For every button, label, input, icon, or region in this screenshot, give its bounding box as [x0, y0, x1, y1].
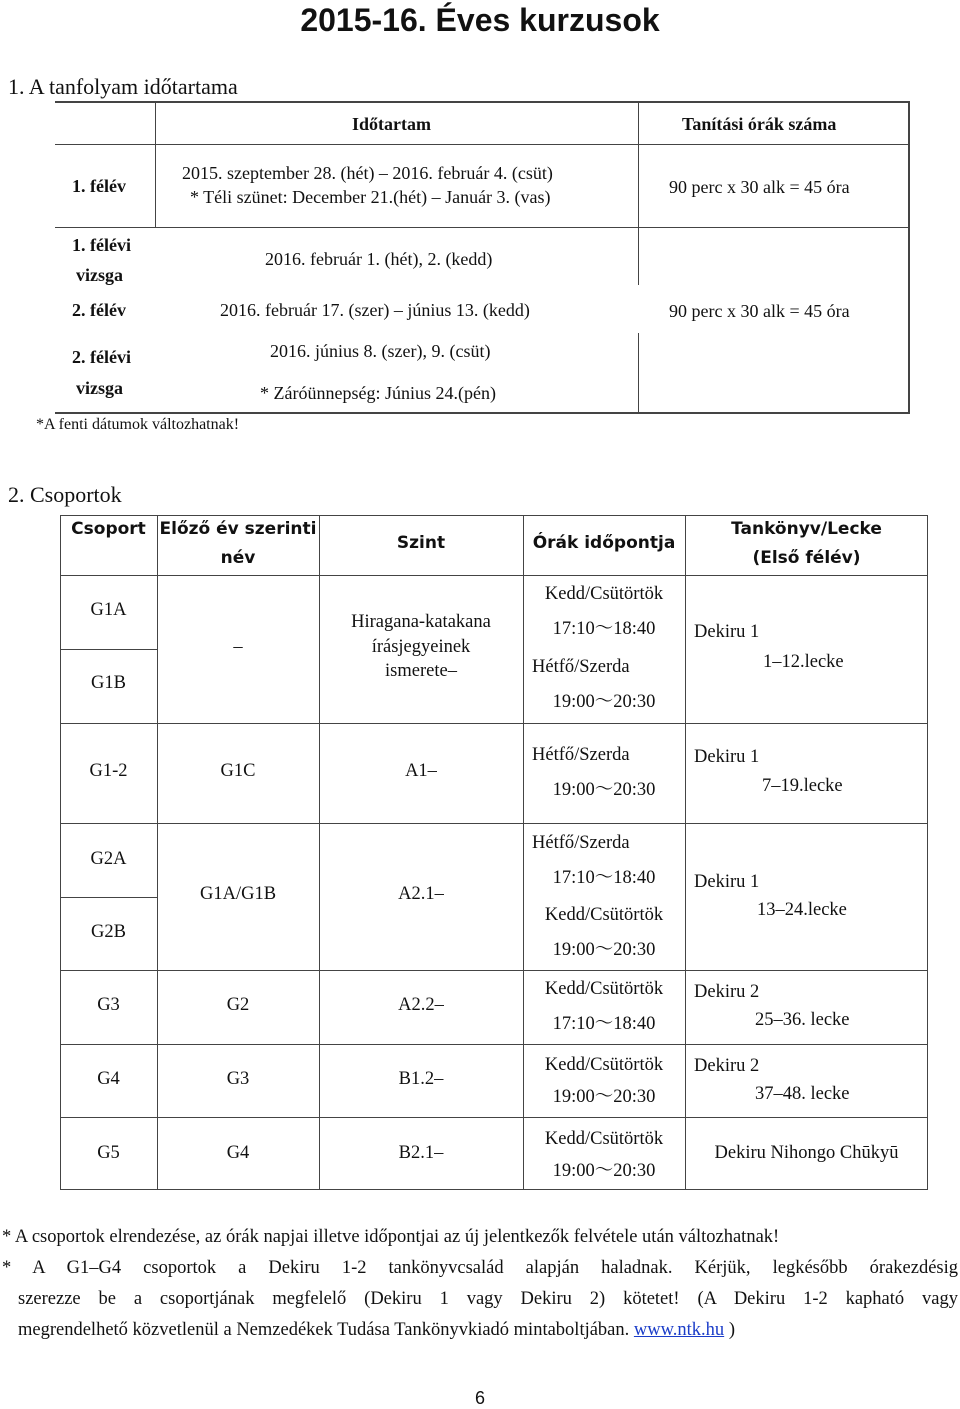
lesson-range: 1–12.lecke — [763, 652, 844, 672]
row-divider — [60, 970, 928, 971]
level-text: B2.1– — [398, 1143, 444, 1163]
hours-text: 90 perc x 30 alk = 45 óra — [669, 177, 850, 197]
header-hours: Tanítási órák száma — [682, 114, 837, 134]
row-label: 1. félévi — [72, 235, 131, 255]
group-name: G4 — [97, 1069, 120, 1089]
header-times: Órák időpontja — [532, 533, 676, 553]
footnote-2-line-2: szerezze be a csoportjának megfelelő (Dekiru 1 vagy Dekiru 2) kötetet! (A Dekiru 1-2 kapható vagy — [18, 1289, 958, 1309]
prev-name: G1A/G1B — [199, 884, 277, 904]
row-divider — [60, 575, 928, 576]
time-days: Kedd/Csütörtök — [544, 1055, 664, 1075]
table-border — [60, 515, 928, 516]
row-divider — [55, 227, 910, 228]
section1-heading: 1. A tanfolyam időtartama — [8, 74, 238, 99]
row-divider — [60, 897, 157, 898]
row-divider — [60, 1044, 928, 1045]
row-label: vizsga — [76, 265, 123, 285]
column-divider — [685, 515, 686, 1190]
period-text: 2016. február 1. (hét), 2. (kedd) — [265, 249, 493, 269]
prev-name: – — [233, 637, 243, 657]
time-hours: 19:00～20:30 — [552, 940, 656, 960]
prev-name: G2 — [226, 995, 250, 1015]
hours-text: 90 perc x 30 alk = 45 óra — [669, 301, 850, 321]
row-divider — [60, 649, 157, 650]
column-divider — [638, 333, 639, 413]
time-hours: 17:10～18:40 — [552, 619, 656, 639]
time-hours: 19:00～20:30 — [552, 780, 656, 800]
footnote-2-line-3-text: megrendelhető közvetlenül a Nemzedékek Tudása Tankönyvkiadó mintaboltjában. — [18, 1320, 630, 1340]
book-name: Dekiru 1 — [694, 872, 760, 892]
column-divider — [155, 101, 156, 228]
book-name: Dekiru 2 — [694, 982, 760, 1002]
group-name: G5 — [97, 1143, 120, 1163]
lesson-range: 25–36. lecke — [755, 1010, 850, 1030]
footnote-2-line-1: * A G1–G4 csoportok a Dekiru 1-2 tankönyvcsalád alapján haladnak. Kérjük, legkésőbb órakezdésig — [2, 1258, 958, 1278]
page-number: 6 — [474, 1388, 485, 1408]
row-divider — [60, 1117, 928, 1118]
header-prev-name: Előző év szerinti — [159, 519, 317, 539]
group-name: G2A — [90, 849, 127, 869]
time-hours: 19:00～20:30 — [552, 1161, 656, 1181]
group-name: G2B — [91, 922, 126, 942]
lesson-range: 37–48. lecke — [755, 1084, 850, 1104]
row-label: 2. félévi — [72, 347, 131, 367]
time-days: Hétfő/Szerda — [532, 833, 630, 853]
row-divider — [55, 144, 910, 145]
level-text: A2.2– — [398, 995, 444, 1015]
level-text: Hiragana-katakana — [351, 612, 491, 632]
group-name: G1-2 — [89, 761, 128, 781]
table-border — [60, 1189, 928, 1190]
header-book-2: (Első félév) — [752, 548, 861, 568]
group-name: G3 — [97, 995, 120, 1015]
lesson-range: 13–24.lecke — [757, 900, 847, 920]
duration-table — [55, 101, 910, 414]
time-days: Kedd/Csütörtök — [544, 1129, 664, 1149]
header-level: Szint — [396, 533, 446, 553]
ntk-link[interactable]: www.ntk.hu — [633, 1320, 725, 1340]
prev-name: G3 — [226, 1069, 250, 1089]
footnote-2-line-3 — [0, 1315, 960, 1346]
time-hours: 19:00～20:30 — [552, 692, 656, 712]
level-text: B1.2– — [398, 1069, 444, 1089]
lesson-range: 7–19.lecke — [762, 776, 843, 796]
row-label: vizsga — [76, 378, 123, 398]
row-divider — [60, 723, 928, 724]
header-period: Időtartam — [352, 114, 431, 134]
row-label: 2. félév — [72, 300, 126, 320]
level-text: A2.1– — [398, 884, 444, 904]
time-days: Kedd/Csütörtök — [544, 905, 664, 925]
period-text: 2016. június 8. (szer), 9. (csüt) — [270, 341, 491, 361]
header-group: Csoport — [71, 519, 146, 539]
time-days: Hétfő/Szerda — [532, 745, 630, 765]
level-text: ismerete– — [385, 661, 457, 681]
footnotes — [0, 1222, 960, 1346]
time-hours: 17:10～18:40 — [552, 868, 656, 888]
period-text: 2015. szeptember 28. (hét) – 2016. február 4. (csüt) — [182, 163, 553, 183]
footnote-1: * A csoportok elrendezése, az órák napjai illetve időpontjai az új jelentkezők felvétele után változhatnak! — [2, 1227, 780, 1247]
row-divider — [60, 823, 928, 824]
dates-note: *A fenti dátumok változhatnak! — [36, 416, 240, 433]
prev-name: G1C — [220, 761, 256, 781]
book-name: Dekiru Nihongo Chūkyū — [714, 1143, 899, 1163]
header-book: Tankönyv/Lecke — [731, 519, 882, 539]
column-divider — [638, 101, 639, 285]
header-prev-name-2: név — [220, 548, 256, 568]
period-note: * Téli szünet: December 21.(hét) – Január 3. (vas) — [190, 187, 551, 207]
book-name: Dekiru 2 — [694, 1056, 760, 1076]
table-border — [55, 412, 910, 414]
period-note: * Záróünnepség: Június 24.(pén) — [260, 383, 496, 403]
time-days: Hétfő/Szerda — [532, 657, 630, 677]
table-border — [927, 515, 928, 1190]
level-text: A1– — [405, 761, 437, 781]
prev-name: G4 — [226, 1143, 250, 1163]
time-hours: 17:10～18:40 — [552, 1014, 656, 1034]
group-name: G1B — [91, 673, 126, 693]
book-name: Dekiru 1 — [694, 622, 760, 642]
book-name: Dekiru 1 — [694, 747, 760, 767]
table-border — [55, 101, 910, 103]
time-days: Kedd/Csütörtök — [544, 584, 664, 604]
time-days: Kedd/Csütörtök — [544, 979, 664, 999]
time-hours: 19:00～20:30 — [552, 1087, 656, 1107]
period-text: 2016. február 17. (szer) – június 13. (kedd) — [220, 300, 530, 320]
group-name: G1A — [90, 600, 127, 620]
table-border — [908, 101, 910, 414]
row-label: 1. félév — [72, 176, 126, 196]
groups-table — [60, 515, 928, 1190]
footnote-close: ) — [724, 1320, 735, 1340]
section2-heading: 2. Csoportok — [8, 482, 122, 507]
level-text: írásjegyeinek — [371, 637, 471, 657]
page-title: 2015-16. Éves kurzusok — [300, 2, 660, 38]
